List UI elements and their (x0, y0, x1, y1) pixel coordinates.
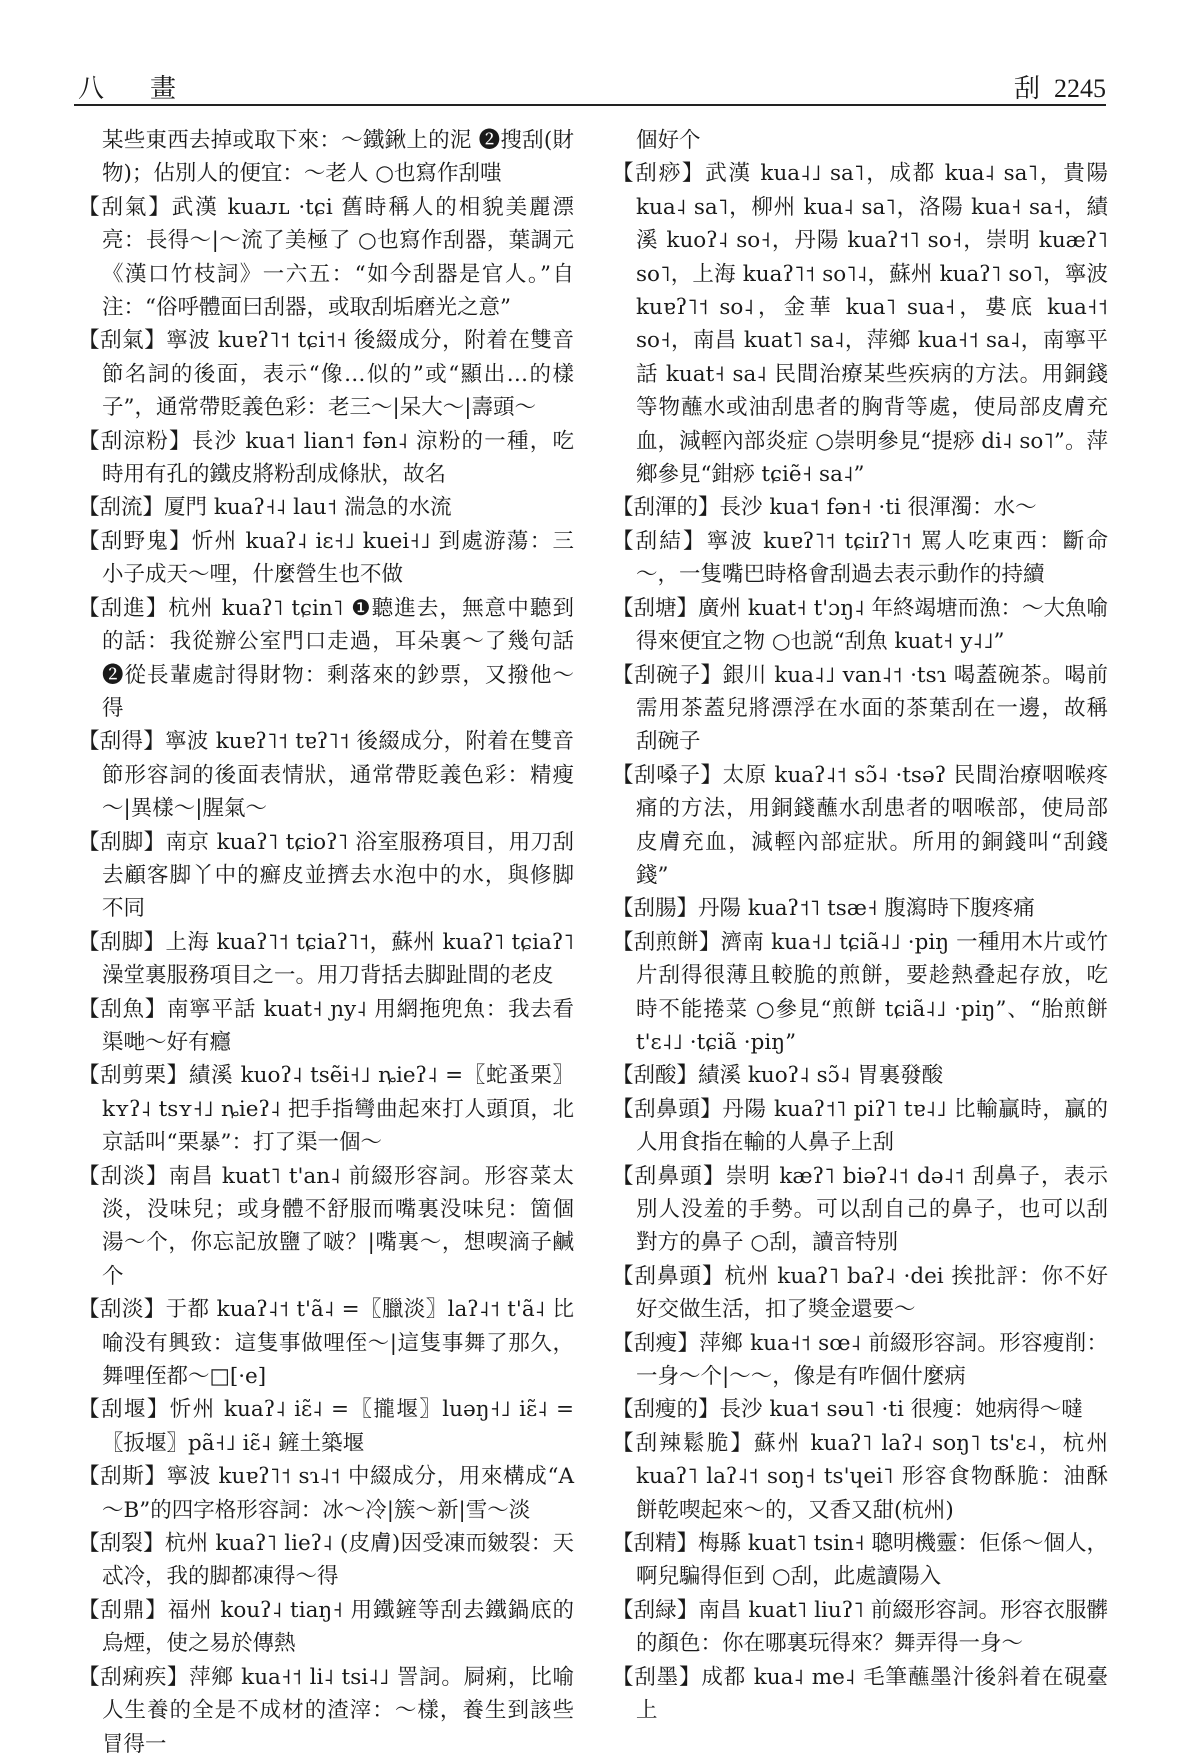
page-header (74, 60, 1106, 106)
dictionary-entry: 【刮墨】成都 kua˨ me˨ 毛筆蘸墨汁後斜着在硯臺上 (612, 1664, 1108, 1724)
dictionary-entry: 【刮斯】寧波 kuɐʔ˥˦ sɿ˨˦ 中綴成分，用來構成“A～B”的四字格形容詞：冰～冷|簇～新|雪～淡 (78, 1464, 574, 1523)
dictionary-entry: 【刮鼎】福州 kouʔ˨ tiaŋ˧ 用鐵鏟等刮去鐵鍋底的烏煙，使之易於傳熱 (78, 1597, 574, 1657)
dictionary-entry: 【刮痧】武漢 kua˨˩ sa˥，成都 kua˨ sa˥，貴陽 kua˨ sa˥，柳州 kua˨ sa˥，洛陽 kua˧ sa˧，績溪 kuoʔ˨ so˧，丹陽 kuaʔ˦˥ so˧，崇明 kuæʔ˥ so˥，上海 kuaʔ˥˦ so˥˨，蘇州 kuaʔ˥ so˥，寧波 kuɐʔ˥˦ so˨，金華 kua˥ sua˧，婁底 kua˧˦ so˧，南昌 kuat˥ sa˨，萍鄉 kua˧˦ sa˨，南寧平話 kuat˧ sa˨ 民間治療某些疾病的方法。用銅錢等物蘸水或油刮患者的胸背等處，使局部皮膚充血，減輕內部炎症 ○崇明參見“提痧 di˨ so˥”。萍鄉參見“鉗痧 tɕiẽ˧ sa˨” (612, 161, 1108, 488)
dictionary-entry: 【刮淡】南昌 kuat˥ t'an˨ 前綴形容詞。形容菜太淡，没味兒；或身體不舒服而嘴裏没味兒：箇個湯～个，你忘記放鹽了啵？|嘴裏～，想喫滴子鹹个 (78, 1163, 574, 1289)
dictionary-entry: 【刮得】寧波 kuɐʔ˥˦ tɐʔ˥˦ 後綴成分，附着在雙音節形容詞的後面表情狀，通常帶貶義色彩：精瘦～|異樣～|腥氣～ (78, 729, 574, 822)
dictionary-entry: 【刮流】厦門 kuaʔ˧˨ lau˦ 湍急的水流 (78, 495, 452, 521)
dictionary-entry: 【刮痢疾】萍鄉 kua˧˦ li˨ tsi˨˩ 詈詞。屙痢，比喻人生養的全是不成材的渣滓：～樣，養生到該些冒得一 (78, 1664, 574, 1757)
dictionary-entry: 【刮堰】忻州 kuaʔ˨ iɛ̃˨ =〖攏堰〗luəŋ˧˩ iɛ̃˨ =〖扳堰〗pã˧˩ iɛ̃˨ 鏟土築堰 (78, 1397, 574, 1456)
dictionary-entry: 【刮脚】南京 kuaʔ˥ tɕioʔ˥ 浴室服務項目，用刀刮去顧客脚丫中的癬皮並擠去水泡中的水，與修脚不同 (78, 829, 574, 922)
dictionary-entry: 【刮碗子】銀川 kua˨˩ van˨˦ ·tsɿ 喝蓋碗茶。喝前需用茶蓋兒將漂浮在水面的茶葉刮在一邊，故稱刮碗子 (612, 662, 1108, 755)
dictionary-entry: 【刮魚】南寧平話 kuat˧ ɲy˨ 用網拖兜魚：我去看渠哋～好有癮 (78, 996, 574, 1055)
dictionary-entry: 【刮鼻頭】崇明 kæʔ˥ biəʔ˨˦ də˨˦ 刮鼻子，表示別人没羞的手勢。可以刮自己的鼻子，也可以刮對方的鼻子 ○刮，讀音特別 (612, 1163, 1108, 1256)
dictionary-entry: 【刮塘】廣州 kuat˧ t'ɔŋ˨ 年終竭塘而漁：～大魚喻得來便宜之物 ○也説“刮魚 kuat˧ y˨˩” (612, 595, 1108, 655)
dictionary-entry: 【刮酸】績溪 kuoʔ˨ sɔ̃˨ 胃裏發酸 (612, 1063, 944, 1089)
dictionary-entry: 【刮渾的】長沙 kua˦ fən˧ ·ti 很渾濁：水～ (612, 495, 1037, 521)
dictionary-entry: 個好个 (636, 128, 701, 153)
dictionary-entry: 【刮結】寧波 kuɐʔ˥˦ tɕiɪʔ˥˦ 罵人吃東西：斷命～，一隻嘴巴時格會刮過去表示動作的持續 (612, 528, 1108, 588)
dictionary-entry: 【刮煎餅】濟南 kua˧˩ tɕiã˨˩ ·piŋ 一種用木片或竹片刮得很薄且較脆的煎餅，要趁熱叠起存放，吃時不能捲菜 ○參見“煎餅 tɕiã˨˩ ·piŋ”、“胎煎餅 t'ɛ˨˩ ·tɕiã ·piŋ” (612, 929, 1108, 1055)
dictionary-entry: 【刮剪栗】績溪 kuoʔ˨ tsẽi˧˩ ȵieʔ˨ =〖蛇蚤栗〗kʏʔ˨ tsʏ˧˩ ȵieʔ˨ 把手指彎曲起來打人頭頂，北京話叫“栗暴”：打了渠一個～ (78, 1063, 574, 1156)
right-column (612, 124, 1108, 1728)
page-number: 2245 (1054, 74, 1106, 103)
dictionary-entry: 某些東西去掉或取下來：～鐵鍬上的泥 ❷搜刮(財物)；佔別人的便宜：～老人 ○也寫作刮嗤 (102, 128, 574, 187)
dictionary-entry: 【刮辣鬆脆】蘇州 kuaʔ˥ laʔ˨ soŋ˥ ts'ɛ˨，杭州 kuaʔ˥ laʔ˨˦ soŋ˧ ts'ɥei˥ 形容食物酥脆：油酥餅乾喫起來～的，又香又甜(杭州) (612, 1430, 1108, 1523)
dictionary-entry: 【刮鼻頭】丹陽 kuaʔ˦˥ piʔ˥ tɐ˨˩ 比輸贏時，贏的人用食指在輸的人鼻子上刮 (612, 1096, 1108, 1156)
running-head-char: 刮 (1013, 74, 1040, 104)
dictionary-entry: 【刮鼻頭】杭州 kuaʔ˥ baʔ˨ ·dei 挨批評：你不好好交做生活，扣了獎金還要～ (612, 1263, 1108, 1323)
left-column (78, 124, 574, 1761)
dictionary-entry: 【刮野鬼】忻州 kuaʔ˨ iɛ˧˩ kuei˧˩ 到處游蕩：三小子成天～哩，什麼營生也不做 (78, 528, 574, 588)
running-head (1014, 68, 1106, 105)
dictionary-entry: 【刮緑】南昌 kuat˥ liuʔ˥ 前綴形容詞。形容衣服髒的顏色：你在哪裏玩得來？舞弄得一身～ (612, 1597, 1108, 1657)
dictionary-entry: 【刮氣】武漢 kuaᴊʟ ·tɕi 舊時稱人的相貌美麗漂亮：長得～|～流了美極了 ○也寫作刮器，葉調元《漢口竹枝詞》一六五：“如今刮器是官人。”自注：“俗呼體面曰刮器，或取刮垢磨光之意” (78, 194, 574, 321)
section-label: 八 畫 (78, 74, 187, 104)
dictionary-entry: 【刮淡】于都 kuaʔ˨˦ t'ã˨ =〖臘淡〗laʔ˨˦ t'ã˨ 比喻没有興致：這隻事做哩侄～|這隻事舞了那久，舞哩侄都～□[·e] (78, 1297, 574, 1390)
dictionary-entry: 【刮氣】寧波 kuɐʔ˥˦ tɕi˦˧ 後綴成分，附着在雙音節名詞的後面，表示“像…似的”或“顯出…的樣子”，通常帶貶義色彩：老三～|呆大～|壽頭～ (78, 328, 574, 421)
dictionary-entry: 【刮裂】杭州 kuaʔ˥ lieʔ˨ (皮膚)因受凍而皴裂：天忒冷，我的脚都凍得～得 (78, 1531, 574, 1590)
dictionary-entry: 【刮涼粉】長沙 kua˦ lian˦ fən˨ 涼粉的一種，吃時用有孔的鐵皮將粉刮成條狀，故名 (78, 428, 574, 488)
dictionary-entry: 【刮精】梅縣 kuat˥ tsin˧ 聰明機靈：佢係～個人，啊兒騙得佢到 ○刮，此處讀陽入 (612, 1531, 1108, 1590)
dictionary-entry: 【刮脚】上海 kuaʔ˥˦ tɕiaʔ˥˦，蘇州 kuaʔ˥ tɕiaʔ˥ 澡堂裏服務項目之一。用刀背括去脚趾間的老皮 (78, 929, 574, 989)
dictionary-entry: 【刮腸】丹陽 kuaʔ˦˥ tsæ˧ 腹瀉時下腹疼痛 (612, 896, 1035, 922)
dictionary-entry: 【刮瘦的】長沙 kua˦ səu˥ ·ti 很瘦：她病得～噠 (612, 1397, 1083, 1423)
dictionary-entry: 【刮嗓子】太原 kuaʔ˨˦ sɔ̃˨ ·tsəʔ 民間治療咽喉疼痛的方法，用銅錢蘸水刮患者的咽喉部，使局部皮膚充血，減輕內部症狀。所用的銅錢叫“刮錢錢” (612, 762, 1108, 888)
dictionary-entry: 【刮進】杭州 kuaʔ˥ tɕin˥ ❶聽進去，無意中聽到的話：我從辦公室門口走過，耳朵裏～了幾句話 ❷從長輩處討得財物：剩落來的鈔票，又撥他～得 (78, 595, 574, 721)
dictionary-entry: 【刮瘦】萍鄉 kua˧˦ sœ˨ 前綴形容詞。形容瘦削：一身～个|～～，像是有咋個什麼病 (612, 1330, 1108, 1390)
